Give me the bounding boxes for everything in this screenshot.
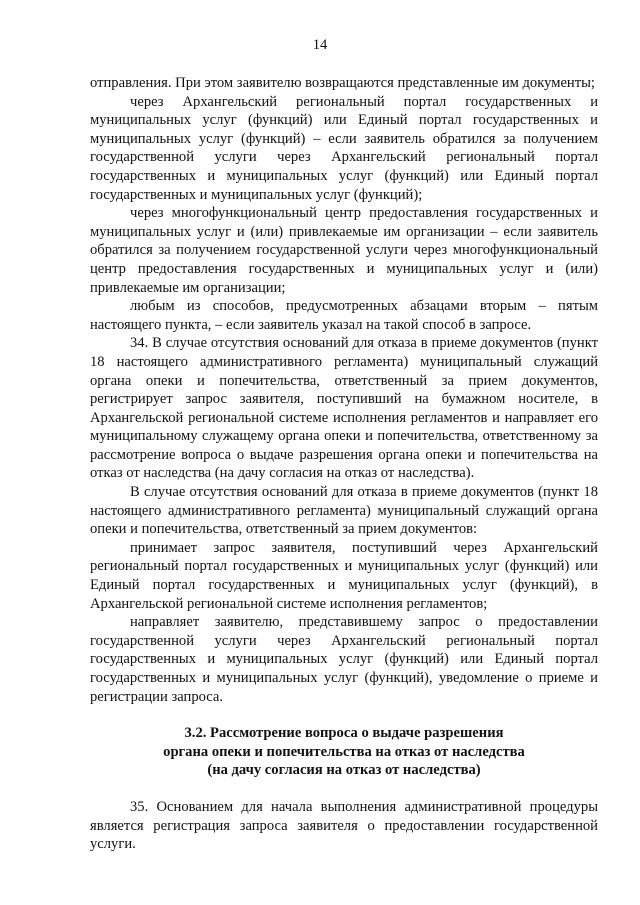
paragraph: любым из способов, предусмотренных абзацами вторым – пятым настоящего пункта, – если заявитель указал на такой способ в запросе. [90,298,598,333]
page-number: 14 [312,37,328,53]
paragraph: В случае отсутствия оснований для отказа в приеме документов (пункт 18 настоящего административного регламента) муниципальный служащий органа опеки и попечительства, ответственный за прием документов: [90,484,598,538]
paragraph: принимает запрос заявителя, поступивший через Архангельский региональный портал государственных и муниципальных услуг (функций) или Единый портал государственных и муниципальных услуг (функций), в Архангельской региональной системе исполнения регламентов; [90,539,598,612]
heading-line: (на дачу согласия на отказ от наследства) [207,762,481,779]
document-body [90,74,598,854]
paragraph: 34. В случае отсутствия оснований для отказа в приеме документов (пункт 18 настоящего административного регламента) муниципальный служащий органа опеки и попечительства, ответственный за прием документов, регистрирует запрос заявителя, поступивший на бумажном носителе, в Архангельской региональной системе исполнения регламентов и направляет его муниципальному служащему органа опеки и попечительства, ответственному за рассмотрение вопроса о выдаче разрешения органа опеки и попечительства на отказ от наследства (на дачу согласия на отказ от наследства). [90,335,598,482]
paragraph: направляет заявителю, представившему запрос о предоставлении государственной услуги через Архангельский региональный портал государственных и муниципальных услуг (функций) или Единый портал государственных и муниципальных услуг (функций), уведомление о приеме и регистрации запроса. [90,614,598,705]
heading-line: органа опеки и попечительства на отказ от наследства [163,743,525,760]
paragraph: отправления. При этом заявителю возвращаются представленные им документы; [90,75,595,91]
paragraph: через Архангельский региональный портал государственных и муниципальных услуг (функций) или Единый портал государственных и муниципальных услуг (функций) – если заявитель обратился за получением государственной услуги через Архангельский региональный портал государственных и муниципальных услуг (функций) или Единый портал государственных и муниципальных услуг (функций); [90,93,598,203]
paragraph: через многофункциональный центр предоставления государственных и муниципальных услуг и (или) привлекаемые им организации – если заявитель обратился за получением государственной услуги через многофункциональный центр предоставления государственных и муниципальных услуг и (или) привлекаемые им организации; [90,205,598,296]
section-heading [90,724,598,780]
paragraph: 35. Основанием для начала выполнения административной процедуры является регистрация запроса заявителя о предоставлении государственной услуги. [90,798,598,853]
heading-line: 3.2. Рассмотрение вопроса о выдаче разрешения [184,725,504,742]
